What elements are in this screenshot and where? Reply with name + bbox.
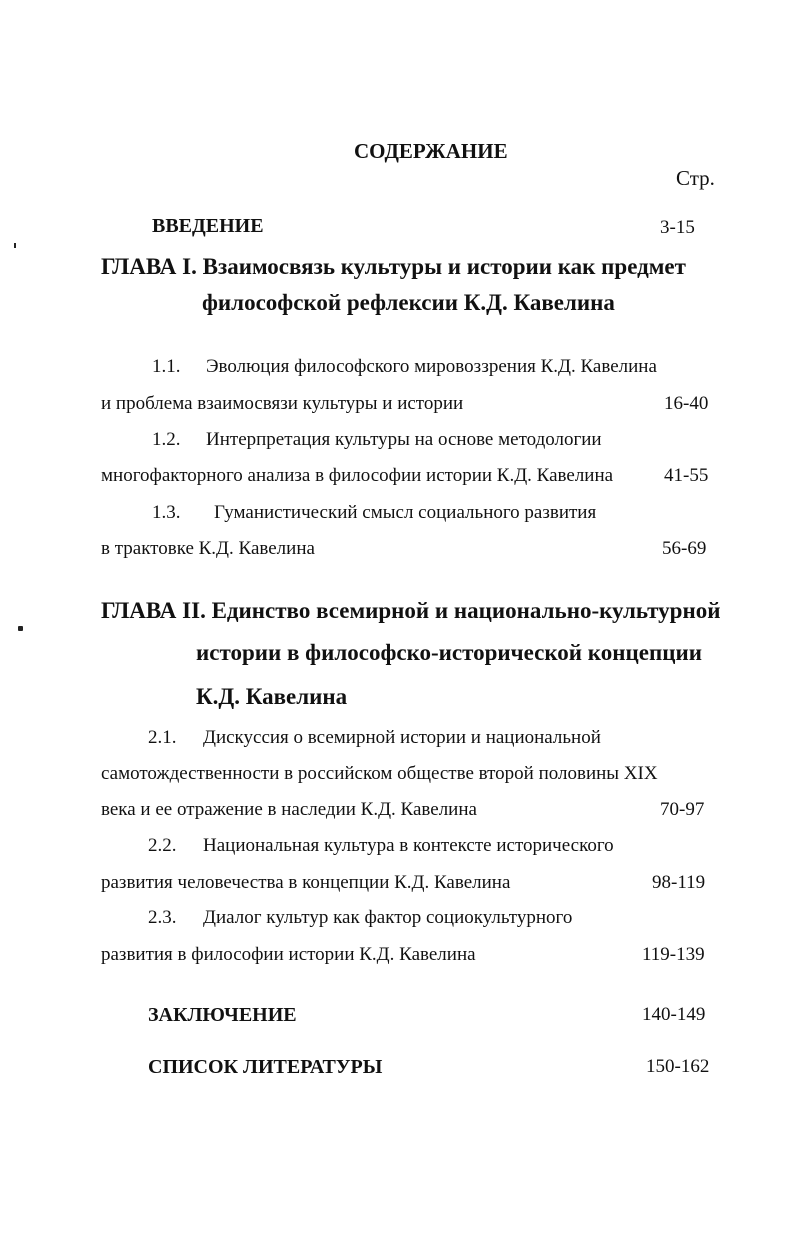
toc-entry-introduction: ВВЕДЕНИЕ bbox=[152, 215, 264, 237]
section-number: 1.3. bbox=[152, 502, 181, 523]
scan-speck bbox=[18, 626, 23, 631]
section-pages: 98-119 bbox=[652, 872, 706, 893]
section-title: Дискуссия о всемирной истории и национальной bbox=[203, 727, 601, 748]
section-pages: 56-69 bbox=[662, 538, 707, 559]
chapter-1-heading: ГЛАВА I. Взаимосвязь культуры и истории как предмет bbox=[101, 254, 686, 279]
section-title-cont: самотождественности в российском обществе второй половины XIX bbox=[101, 763, 658, 784]
section-title: Гуманистический смысл социального развития bbox=[214, 502, 597, 523]
toc-entry-bibliography: СПИСОК ЛИТЕРАТУРЫ bbox=[148, 1056, 383, 1078]
section-title-cont: и проблема взаимосвязи культуры и истории bbox=[101, 393, 464, 414]
section-title: Национальная культура в контексте исторического bbox=[203, 835, 614, 856]
toc-page-conclusion: 140-149 bbox=[642, 1004, 706, 1025]
section-title: Диалог культур как фактор социокультурного bbox=[203, 907, 573, 928]
section-title: Интерпретация культуры на основе методологии bbox=[206, 429, 602, 450]
section-number: 2.1. bbox=[148, 727, 177, 748]
section-title: Эволюция философского мировоззрения К.Д. Кавелина bbox=[206, 356, 657, 377]
scan-speck bbox=[14, 243, 16, 248]
page-column-label: Стр. bbox=[676, 166, 715, 190]
section-number: 2.2. bbox=[148, 835, 177, 856]
section-number: 1.2. bbox=[152, 429, 181, 450]
section-title-cont: развития человечества в концепции К.Д. Кавелина bbox=[101, 872, 511, 893]
section-number: 1.1. bbox=[152, 356, 181, 377]
chapter-1-heading-cont: философской рефлексии К.Д. Кавелина bbox=[202, 290, 615, 315]
section-pages: 70-97 bbox=[660, 799, 705, 820]
section-title-cont: века и ее отражение в наследии К.Д. Кавелина bbox=[101, 799, 477, 820]
chapter-2-heading: ГЛАВА II. Единство всемирной и национально-культурной bbox=[101, 598, 721, 623]
section-pages: 41-55 bbox=[664, 465, 709, 486]
toc-entry-conclusion: ЗАКЛЮЧЕНИЕ bbox=[148, 1004, 297, 1026]
section-title-cont: в трактовке К.Д. Кавелина bbox=[101, 538, 315, 559]
toc-page-bibliography: 150-162 bbox=[646, 1056, 710, 1077]
section-pages: 119-139 bbox=[642, 944, 705, 965]
chapter-2-heading-cont: К.Д. Кавелина bbox=[196, 684, 348, 709]
section-title-cont: развития в философии истории К.Д. Кавелина bbox=[101, 944, 476, 965]
chapter-2-heading-cont: истории в философско-исторической концепции bbox=[196, 640, 702, 665]
section-number: 2.3. bbox=[148, 907, 177, 928]
section-pages: 16-40 bbox=[664, 393, 709, 414]
toc-title: СОДЕРЖАНИЕ bbox=[354, 139, 508, 163]
toc-page-introduction: 3-15 bbox=[660, 217, 695, 238]
section-title-cont: многофакторного анализа в философии истории К.Д. Кавелина bbox=[101, 465, 614, 486]
